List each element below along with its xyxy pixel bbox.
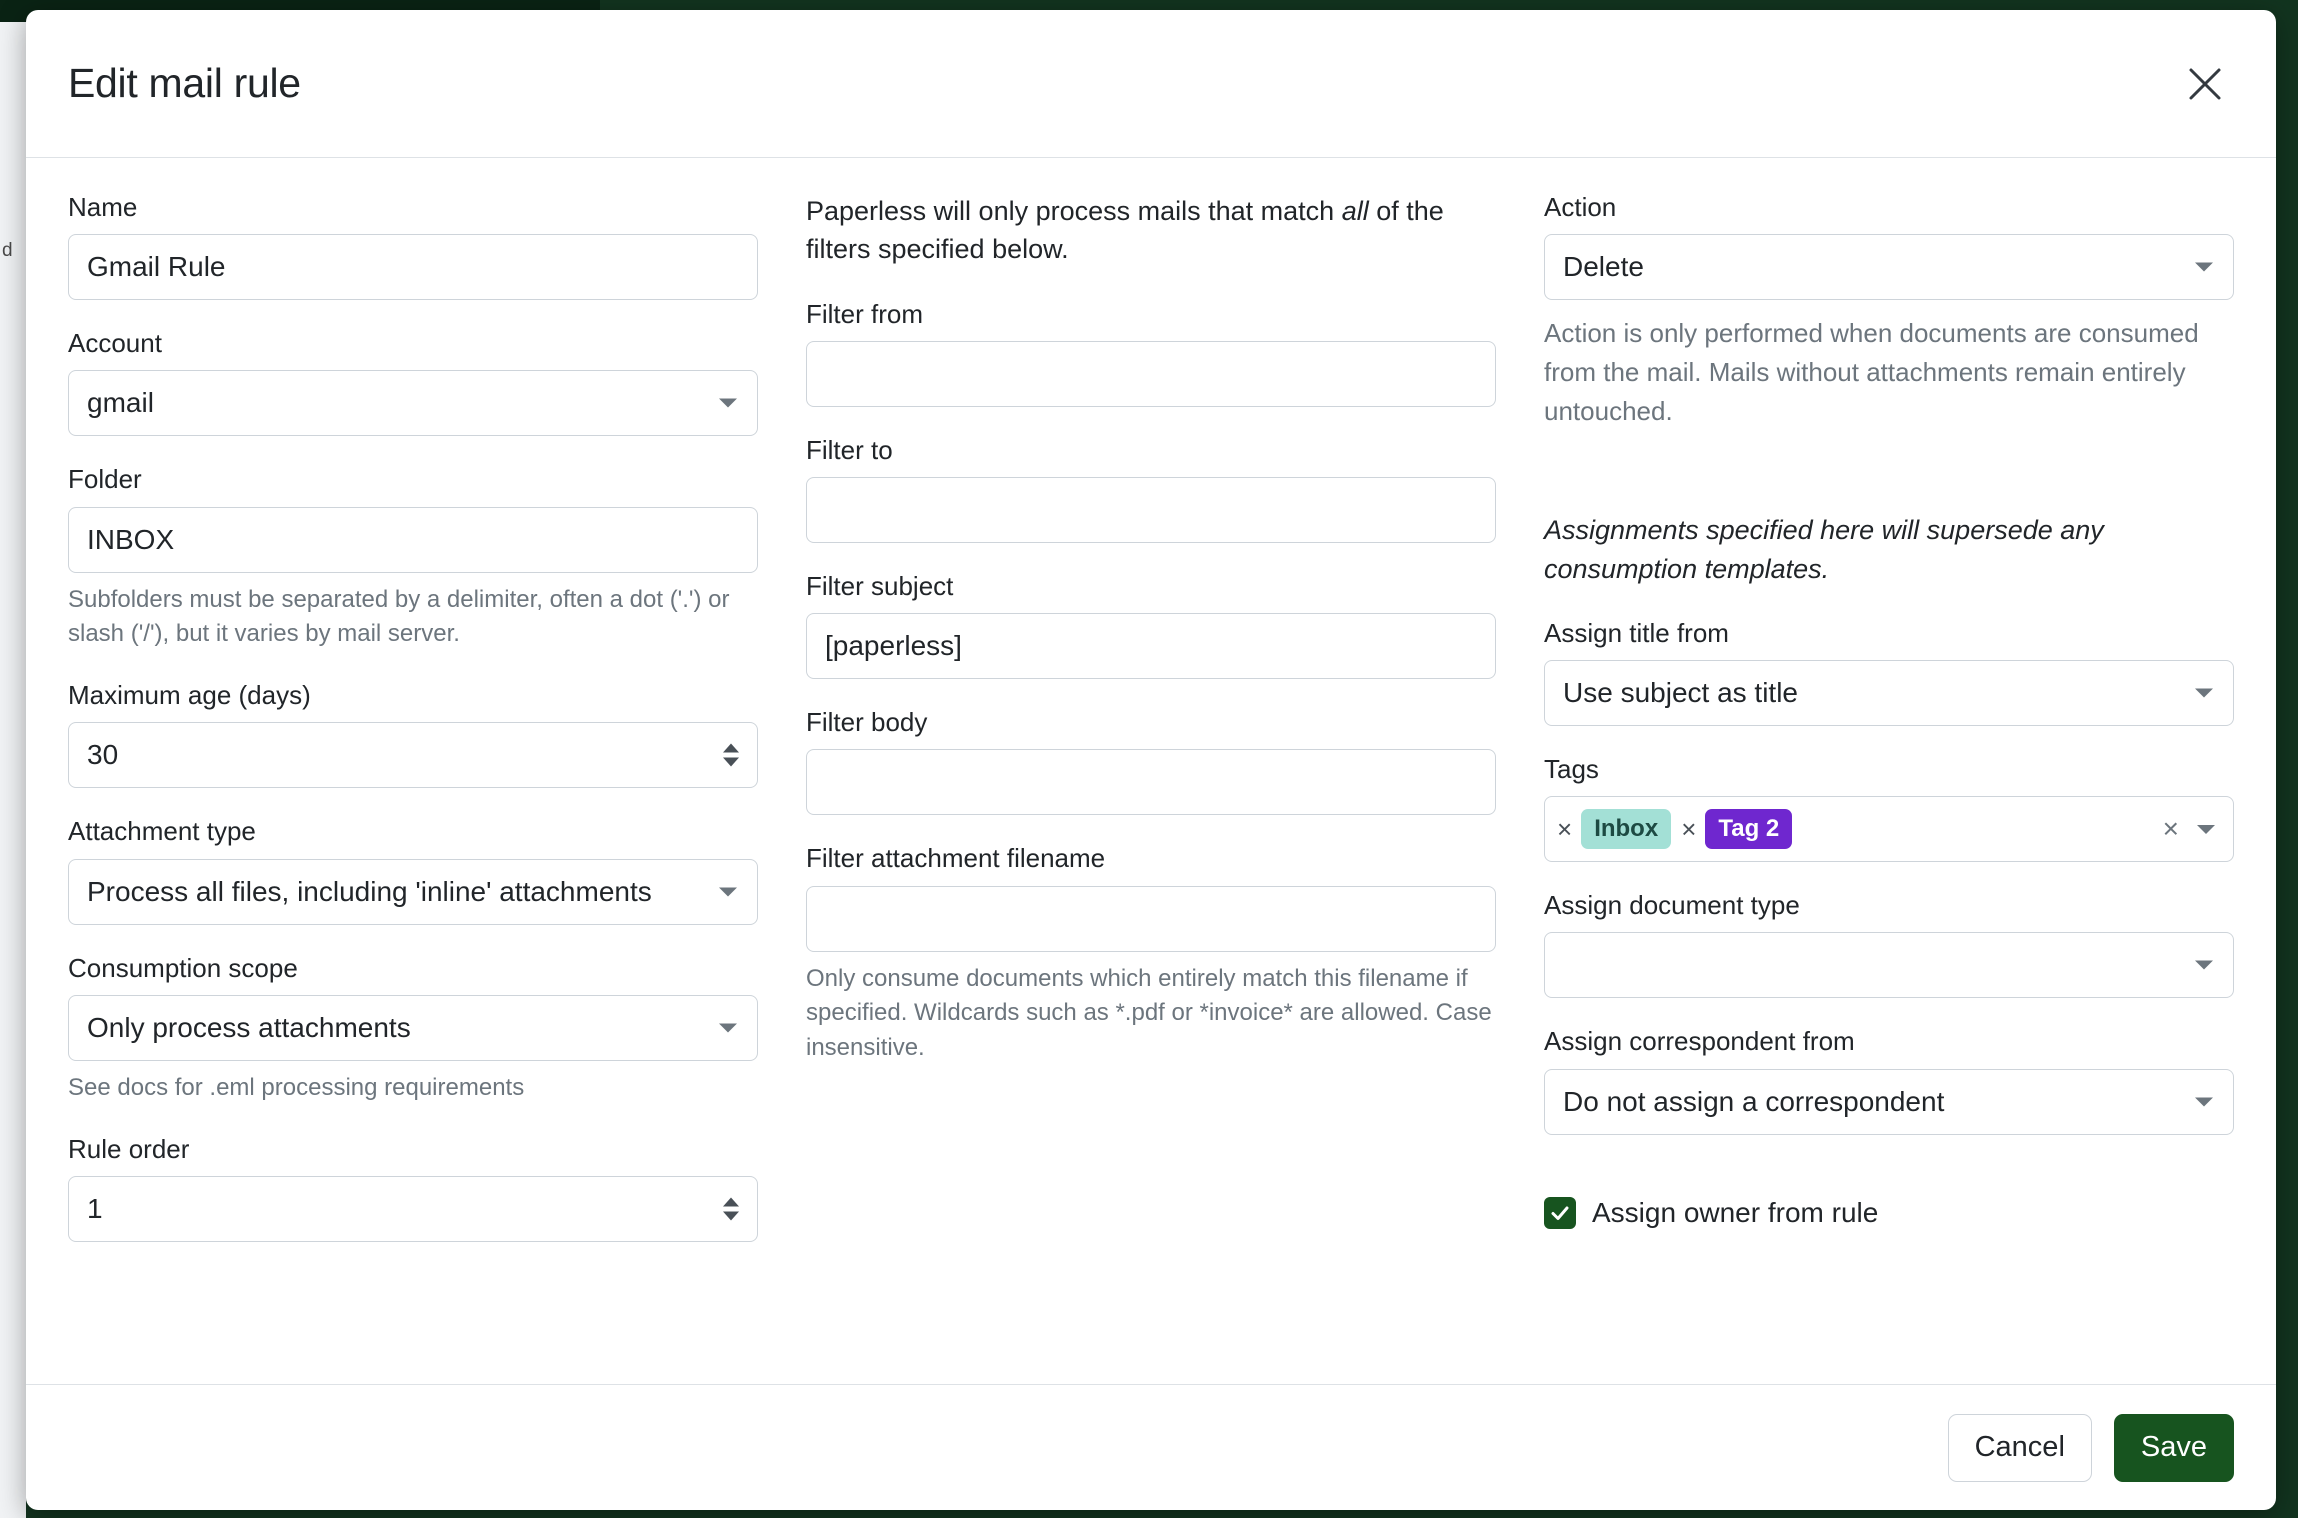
filters-intro-text	[806, 192, 1496, 269]
account-select-value: gmail	[87, 387, 154, 419]
stepper-down-icon[interactable]	[723, 1211, 739, 1220]
tags-input[interactable]	[1544, 796, 2234, 862]
account-select[interactable]	[68, 370, 758, 436]
filter-from-label: Filter from	[806, 298, 923, 329]
tag-chip[interactable]	[1557, 809, 1671, 849]
consumption-scope-help-text: See docs for .eml processing requirements	[68, 1073, 525, 1101]
backdrop-side-label: d	[2, 240, 13, 261]
remove-tag-icon[interactable]: ×	[1681, 814, 1697, 845]
stepper-up-icon[interactable]	[723, 1197, 739, 1206]
field-filter-attachment-filename	[806, 843, 1496, 1066]
consumption-scope-label: Consumption scope	[68, 952, 298, 983]
field-consumption-scope	[68, 953, 758, 1106]
right-column	[1544, 192, 2234, 1384]
middle-column	[806, 192, 1496, 1384]
action-label: Action	[1544, 192, 1617, 222]
action-select-value: Delete	[1563, 251, 1644, 283]
filter-attachment-filename-label: Filter attachment filename	[806, 843, 1106, 874]
filter-to-input[interactable]	[806, 477, 1496, 543]
maximum-age-label: Maximum age (days)	[68, 680, 311, 711]
field-name	[68, 192, 758, 300]
folder-label: Folder	[68, 464, 142, 495]
action-select[interactable]	[1544, 234, 2234, 300]
chevron-down-icon	[719, 887, 737, 896]
field-assign-correspondent	[1544, 1026, 2234, 1134]
filter-to-label: Filter to	[806, 434, 893, 465]
assign-correspondent-value: Do not assign a correspondent	[1563, 1085, 1945, 1117]
filter-attachment-help-text: Only consume documents which entirely match this filename if specified. Wildcards such as *.pdf or *invoice* are allowed. Case insensitive.	[806, 964, 1492, 1062]
attachment-type-label: Attachment type	[68, 816, 256, 847]
assign-title-from-select[interactable]	[1544, 660, 2234, 726]
tag-chip[interactable]	[1681, 809, 1792, 849]
field-action	[1544, 192, 2234, 431]
field-folder	[68, 464, 758, 652]
rule-order-value: 1	[87, 1192, 103, 1224]
dialog-footer	[26, 1384, 2276, 1510]
chevron-down-icon	[2195, 961, 2213, 970]
chevron-down-icon	[719, 399, 737, 408]
chevron-down-icon	[2195, 689, 2213, 698]
backdrop-side-panel	[0, 22, 26, 1518]
quantity-stepper[interactable]	[723, 744, 739, 767]
assign-document-type-select[interactable]	[1544, 932, 2234, 998]
tags-controls	[2163, 815, 2219, 843]
dialog-header	[26, 10, 2276, 158]
quantity-stepper[interactable]	[723, 1197, 739, 1220]
left-column	[68, 192, 758, 1384]
assign-owner-label: Assign owner from rule	[1592, 1196, 1879, 1228]
clear-icon[interactable]: ×	[2162, 813, 2179, 845]
consumption-scope-value: Only process attachments	[87, 1011, 411, 1043]
chevron-down-icon	[719, 1023, 737, 1032]
tags-label: Tags	[1544, 754, 1599, 785]
filter-from-input[interactable]	[806, 341, 1496, 407]
folder-help-text: Subfolders must be separated by a delimiter, often a dot ('.') or slash ('/'), but it varies by mail server.	[68, 585, 730, 648]
filters-intro-emphasis: all	[1341, 196, 1369, 226]
field-assign-title-from	[1544, 618, 2234, 726]
filter-body-input[interactable]	[806, 749, 1496, 815]
remove-tag-icon[interactable]: ×	[1557, 814, 1573, 845]
account-label: Account	[68, 328, 162, 359]
field-rule-order	[68, 1134, 758, 1242]
edit-mail-rule-dialog	[26, 10, 2276, 1510]
field-account	[68, 328, 758, 436]
name-input[interactable]: Gmail Rule	[68, 234, 758, 300]
folder-input[interactable]: INBOX	[68, 507, 758, 573]
stepper-up-icon[interactable]	[723, 744, 739, 753]
field-tags	[1544, 754, 2234, 862]
maximum-age-input[interactable]	[68, 722, 758, 788]
assign-title-from-label: Assign title from	[1544, 617, 1729, 648]
filter-attachment-filename-input[interactable]	[806, 886, 1496, 952]
name-label: Name	[68, 192, 138, 222]
filters-intro-prefix: Paperless will only process mails that match	[806, 196, 1342, 226]
rule-order-label: Rule order	[68, 1133, 190, 1164]
filters-intro-suffix: of the filters specified below.	[806, 196, 1444, 265]
stepper-down-icon[interactable]	[723, 758, 739, 767]
save-button[interactable]: Save	[2114, 1414, 2234, 1482]
assign-correspondent-label: Assign correspondent from	[1544, 1026, 1855, 1057]
consumption-scope-select[interactable]	[68, 995, 758, 1061]
assign-owner-from-rule-row[interactable]	[1544, 1197, 2234, 1229]
field-filter-body	[806, 707, 1496, 815]
field-filter-from	[806, 299, 1496, 407]
chevron-down-icon	[2195, 263, 2213, 272]
assign-title-from-value: Use subject as title	[1563, 677, 1798, 709]
field-maximum-age	[68, 680, 758, 788]
chevron-down-icon	[2195, 1097, 2213, 1106]
dialog-body	[26, 158, 2276, 1384]
chevron-down-icon[interactable]	[2197, 825, 2215, 834]
page-title: Edit mail rule	[68, 60, 301, 106]
assignments-note: Assignments specified here will supersede any consumption templates.	[1544, 515, 2104, 584]
attachment-type-select[interactable]	[68, 859, 758, 925]
assign-document-type-label: Assign document type	[1544, 890, 1800, 921]
field-filter-subject	[806, 571, 1496, 679]
field-attachment-type	[68, 816, 758, 924]
maximum-age-value: 30	[87, 739, 119, 771]
attachment-type-value: Process all files, including 'inline' attachments	[87, 875, 652, 907]
close-icon[interactable]	[2176, 55, 2234, 113]
tag-pill-label: Inbox	[1581, 809, 1671, 849]
filter-subject-input[interactable]: [paperless]	[806, 613, 1496, 679]
action-help-text: Action is only performed when documents are consumed from the mail. Mails without attachments remain entirely untouched.	[1544, 318, 2199, 427]
filter-body-label: Filter body	[806, 707, 928, 738]
assign-correspondent-select[interactable]	[1544, 1069, 2234, 1135]
tag-pill-label: Tag 2	[1705, 809, 1792, 849]
field-assign-document-type	[1544, 890, 2234, 998]
rule-order-input[interactable]	[68, 1176, 758, 1242]
field-filter-to	[806, 435, 1496, 543]
filter-subject-label: Filter subject	[806, 571, 954, 602]
cancel-button[interactable]: Cancel	[1948, 1414, 2092, 1482]
assign-owner-checkbox[interactable]	[1544, 1197, 1576, 1229]
